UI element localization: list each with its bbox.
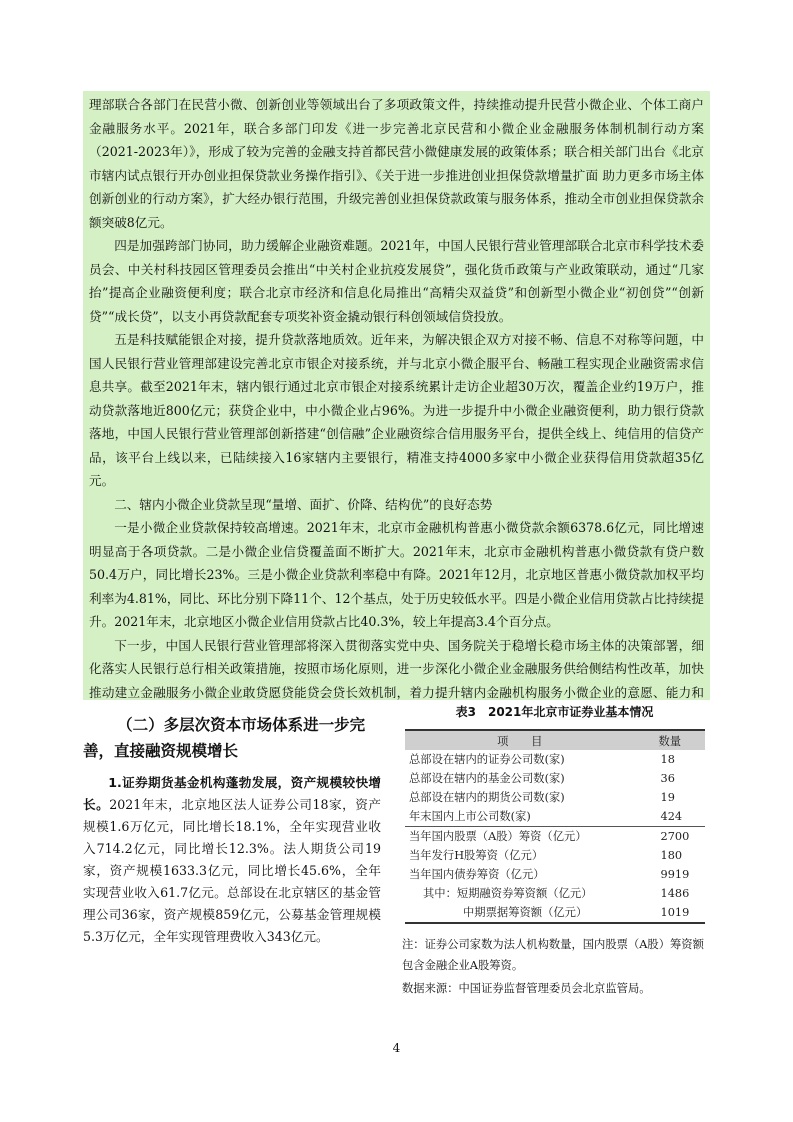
paragraph-2: 四是加强跨部门协同，助力缓解企业融资难题。2021年，中国人民银行营业管理部联合北京市科学技术委员会、中关村科技园区管理委员会推出“中关村企业抗疫发展贷”，强化货币政策与产业政策联动，通过“几家抬”提高企业融资便利度；联合北京市经济和信息化局推出“高精尖双益贷”和创新型小微企业“初创贷”“创新贷”“成长贷”，以支小再贷款配套专项奖补资金撬动银行科创领域信贷投放。 [89,238,704,324]
row-value: 2700 [635,827,705,847]
paragraph-4: 二、辖内小微企业贷款呈现“量增、面扩、价降、结构优”的良好态势 [114,496,493,512]
table-row [405,750,705,769]
table-row [405,769,705,788]
table-row [405,903,705,923]
row-label: 总部设在辖内的证券公司数(家) [409,753,565,766]
paragraph-3: 五是科技赋能银企对接，提升贷款落地质效。近年来，为解决银企双方对接不畅、信息不对称等问题，中国人民银行营业管理部建设完善北京市银企对接系统，并与北京小微企服平台、畅融工程实现企业融资需求信息共享。截至2021年末，辖内银行通过北京市银企对接系统累计走访企业超30万次，覆盖企业约19万户，推动贷款落地近800亿元；获贷企业中，中小微企业占96%。为进一步提升中小微企业融资便利，助力银行贷款落地，中国人民银行营业管理部创新搭建“创信融”企业融资综合信用服务平台，提供全线上、纯信用的信贷产品，该平台上线以来，已陆续接入16家辖内主要银行，精准支持4000多家中小微企业获得信用贷款超35亿元。 [89,332,704,488]
row-value: 1019 [635,903,705,923]
table-row [405,884,705,903]
row-label: 当年国内债券筹资（亿元） [409,868,545,881]
table-source: 数据来源：中国证券监督管理委员会北京监管局。 [402,982,651,995]
row-value: 1486 [660,887,690,900]
row-label: 当年国内股票（A股）筹资（亿元） [405,827,635,847]
row-value: 180 [660,849,683,862]
row-label: 中期票据筹资额（亿元） [405,903,635,923]
highlighted-text-box [83,91,710,700]
securities-table [405,729,705,924]
row-label: 其中：短期融资券筹资额（亿元） [423,887,593,900]
table-row [405,827,705,847]
section-title: （二）多层次资本市场体系进一步完善，直接融资规模增长 [83,716,366,760]
table-row [405,807,705,827]
row-label: 当年发行H股筹资（亿元） [409,849,544,862]
row-value: 19 [660,791,675,804]
paragraph-1: 理部联合各部门在民营小微、创新创业等领域出台了多项政策文件，持续推动提升民营小微企业、个体工商户金融服务水平。2021年，联合多部门印发《进一步完善北京民营和小微企业金融服务体制机制行动方案（2021-2023年）》，形成了较为完善的金融支持首都民营小微健康发展的政策体系；联合相关部门出台《北京市辖内试点银行开办创业担保贷款业务操作指引》、《关于进一步推进创业担保贷款增量扩面 助力更多市场主体创新创业的行动方案》，扩大经办银行范围，升级完善创业担保贷款政策与服务体系，推动全市创业担保贷款余额突破8亿元。 [89,97,704,230]
paragraph-5: 一是小微企业贷款保持较高增速。2021年末，北京市金融机构普惠小微贷款余额6378.6亿元，同比增速明显高于各项贷款。二是小微企业信贷覆盖面不断扩大。2021年末，北京市金融机构普惠小微贷款有贷户数50.4万户，同比增长23%。三是小微企业贷款利率稳中有降。2021年12月，北京地区普惠小微贷款加权平均利率为4.81%，同比、环比分别下降11个、12个基点，处于历史较低水平。四是小微企业信用贷款占比持续提升。2021年末，北京地区小微企业信用贷款占比40.3%，较上年提高3.4个百分点。 [89,520,704,629]
row-value: 424 [660,810,683,823]
row-value: 18 [660,753,675,766]
table-header-row [405,730,705,750]
section-body-text: 2021年末，北京地区法人证券公司18家，资产规模1.6万亿元，同比增长18.1%，全年实现营业收入714.2亿元，同比增长12.3%。法人期货公司19家，资产规模1633.3亿元，同比增长45.6%，全年实现营业收入61.7亿元。总部设在北京辖区的基金管理公司36家，资产规模859亿元，公募基金管理规模5.3万亿元，全年实现管理费收入343亿元。 [83,797,381,944]
row-value: 36 [660,772,675,785]
section-lead: 1.证券期货基金机构蓬勃发展，资产规模较快增长。 [83,775,381,812]
right-column [398,703,711,1033]
row-label: 总部设在辖内的期货公司数(家) [409,791,565,804]
row-label: 总部设在辖内的基金公司数(家) [409,772,565,785]
page-number: 4 [392,1041,401,1055]
header-count: 数量 [635,730,705,750]
header-item: 项 目 [405,730,635,750]
table-row [405,865,705,884]
left-column [83,712,381,1002]
row-value: 9919 [660,868,690,881]
table-title: 表3 2021年北京市证券业基本情况 [455,705,654,719]
table-note: 注：证券公司家数为法人机构数量，国内股票（A股）筹资额包含金融企业A股筹资。 [402,938,704,972]
section-body [83,772,381,948]
table-row [405,788,705,807]
paragraph-6: 下一步，中国人民银行营业管理部将深入贯彻落实党中央、国务院关于稳增长稳市场主体的决策部署，细化落实人民银行总行相关政策措施，按照市场化原则，进一步深化小微企业金融服务供给侧结构性改革，加快推动建立金融服务小微企业敢贷愿贷能贷会贷长效机制，着力提升辖内金融机构服务小微企业的意愿、能力和 [89,637,704,700]
table-row [405,846,705,865]
row-label: 年末国内上市公司数(家) [409,810,531,823]
